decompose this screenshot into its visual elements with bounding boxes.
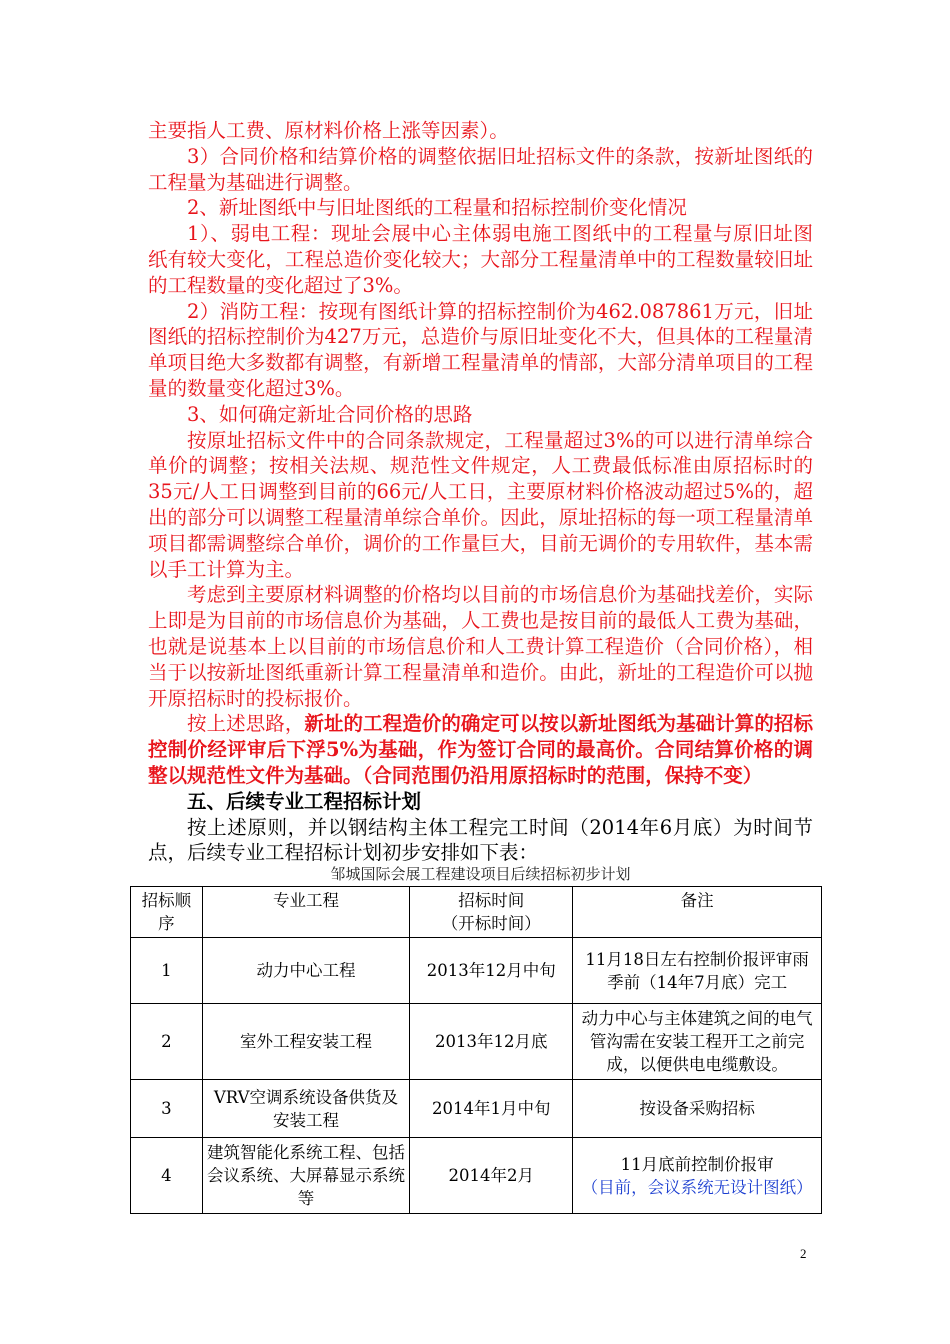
cell-remark	[573, 1138, 822, 1214]
cell-order: 4	[131, 1138, 203, 1214]
cell-time: 2014年1月中旬	[410, 1080, 573, 1138]
paragraph-contract-terms: 按原址招标文件中的合同条款规定，工程量超过3%的可以进行清单综合单价的调整；按相关法规、规范性文件规定，人工费最低标准由原招标时的35元/人工日调整到目前的66元/人工日，主要原材料价格波动超过5%的，超出的部分可以调整工程量清单综合单价。因此，原址招标的每一项工程量清单项目都需调整综合单价，调价的工作量巨大，目前无调价的专用软件，基本需以手工计算为主。	[148, 428, 813, 581]
paragraph-continuation: 主要指人工费、原材料价格上涨等因素）。	[148, 119, 509, 142]
paragraph-schedule-intro: 按上述原则，并以钢结构主体工程完工时间（2014年6月底）为时间节点，后续专业工程招标计划初步安排如下表：	[148, 815, 813, 865]
cell-project: VRV空调系统设备供货及安装工程	[202, 1080, 409, 1138]
paragraph-material-prices: 考虑到主要原材料调整的价格均以目前的市场信息价为基础找差价，实际上即是为目前的市场信息价为基础，人工费也是按目前的最低人工费为基础，也就是说基本上以目前的市场信息价和人工费计算工程造价（合同价格），相当于以按新址图纸重新计算工程量清单和造价。由此，新址的工程造价可以抛开原招标时的投标报价。	[148, 583, 813, 710]
paragraph-fire-protection: 2）消防工程：按现有图纸计算的招标控制价为462.087861万元，旧址图纸的招标控制价为427万元，总造价与原旧址变化不大，但具体的工程量清单项目绝大多数都有调整，有新增工程量清单的情部，大部分清单项目的工程量的数量变化超过3%。	[148, 299, 813, 400]
cell-order: 2	[131, 1004, 203, 1080]
header-project: 专业工程	[202, 887, 409, 938]
subheading-drawing-changes: 2、新址图纸中与旧址图纸的工程量和招标控制价变化情况	[187, 196, 687, 220]
paragraph-contract-price-adjustment: 3）合同价格和结算价格的调整依据旧址招标文件的条款，按新址图纸的工程量为基础进行调整。	[148, 144, 813, 194]
table-row	[131, 1138, 822, 1214]
cell-remark: 动力中心与主体建筑之间的电气管沟需在安装工程开工之前完成，以便供电电缆敷设。	[573, 1004, 822, 1080]
page-number: 2	[800, 1246, 807, 1261]
table-caption: 邹城国际会展工程建设项目后续招标初步计划	[330, 865, 631, 883]
paragraph-conclusion	[148, 711, 813, 788]
cell-project: 动力中心工程	[202, 938, 409, 1004]
table-row	[131, 938, 822, 1004]
header-time-line2: （开标时间）	[441, 914, 541, 933]
conclusion-bold: 新址的工程造价的确定可以按以新址图纸为基础计算的招标控制价经评审后下浮5%为基础，作为签订合同的最高价。合同结算价格的调整以规范性文件为基础。（合同范围仍沿用原招标时的范围，保持不变）	[148, 712, 813, 787]
cell-order: 1	[131, 938, 203, 1004]
cell-remark: 11月18日左右控制价报评审雨季前（14年7月底）完工	[573, 938, 822, 1004]
cell-remark: 按设备采购招标	[573, 1080, 822, 1138]
table-header-row	[131, 887, 822, 938]
header-order: 招标顺序	[131, 887, 203, 938]
section-heading-five: 五、后续专业工程招标计划	[187, 789, 422, 813]
tender-plan-table	[130, 886, 822, 1214]
remark-text: 11月底前控制价报审	[620, 1154, 774, 1174]
header-time-line1: 招标时间	[458, 891, 525, 910]
cell-project: 室外工程安装工程	[202, 1004, 409, 1080]
cell-time: 2014年2月	[410, 1138, 573, 1214]
cell-time: 2013年12月底	[410, 1004, 573, 1080]
subheading-price-approach: 3、如何确定新址合同价格的思路	[187, 402, 473, 426]
paragraph-weak-current: 1）、弱电工程：现址会展中心主体弱电施工图纸中的工程量与原旧址图纸有较大变化，工程总造价变化较大；大部分工程量清单中的工程数量较旧址的工程数量的变化超过了3%。	[148, 222, 813, 297]
cell-time: 2013年12月中旬	[410, 938, 573, 1004]
header-time	[410, 887, 573, 938]
body-text	[148, 118, 813, 866]
cell-order: 3	[131, 1080, 203, 1138]
cell-project: 建筑智能化系统工程、包括会议系统、大屏幕显示系统等	[202, 1138, 409, 1214]
table-row	[131, 1004, 822, 1080]
table-row	[131, 1080, 822, 1138]
conclusion-lead: 按上述思路，	[187, 712, 305, 736]
remark-note: （目前，会议系统无设计图纸）	[581, 1177, 813, 1197]
header-remark: 备注	[573, 887, 822, 938]
